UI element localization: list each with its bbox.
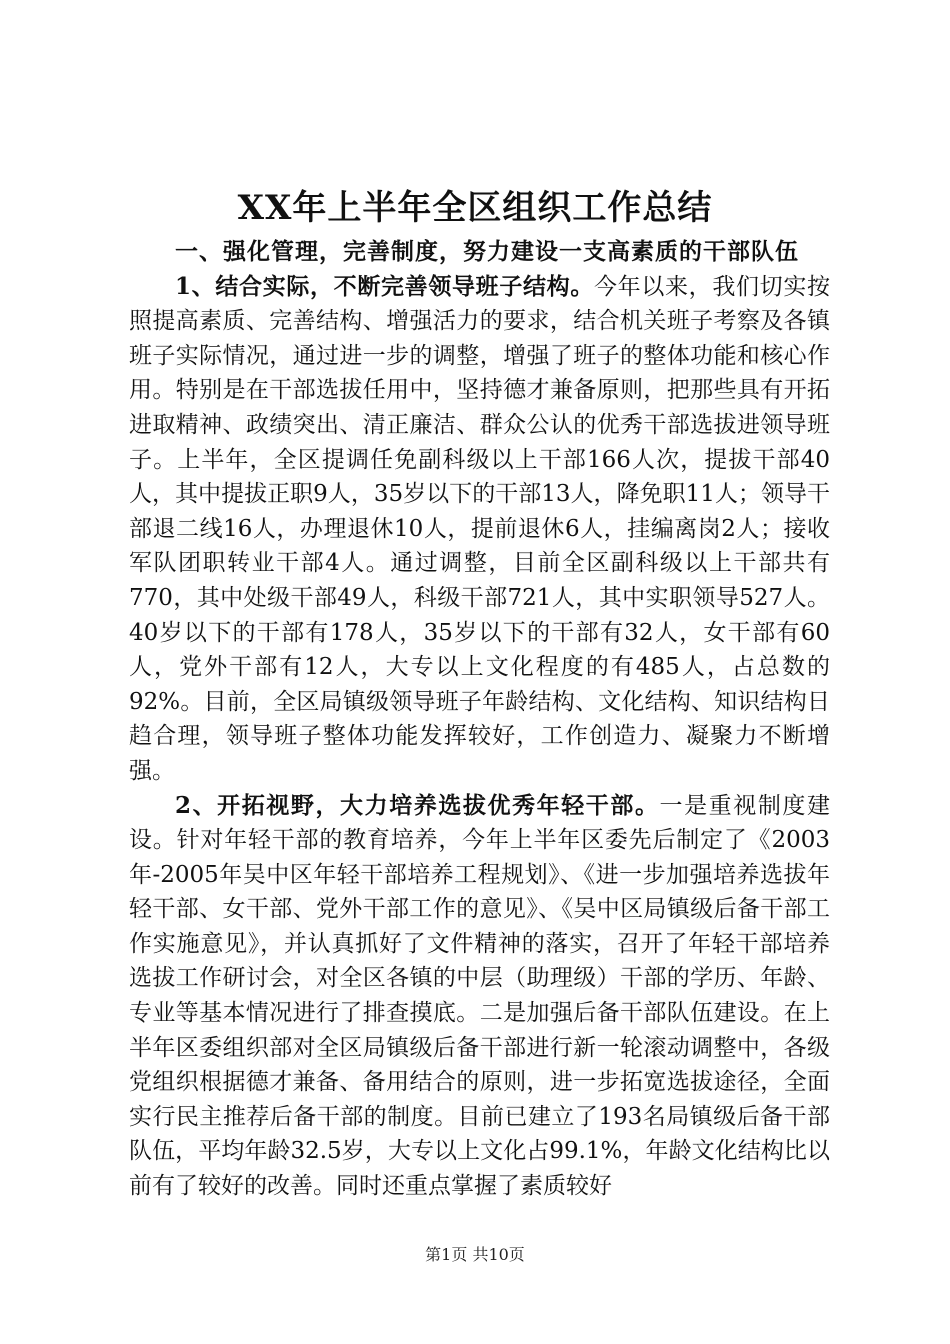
document-body xyxy=(129,235,830,1204)
item-2-heading: 2、开拓视野，大力培养选拔优秀年轻干部。 xyxy=(175,791,660,819)
item-1-text: 今年以来，我们切实按照提高素质、完善结构、增强活力的要求，结合机关班子考察及各镇班子实际情况，通过进一步的调整，增强了班子的整体功能和核心作用。特别是在干部选拔任用中，坚持德才兼备原则，把那些具有开拓进取精神、政绩突出、清正廉洁、群众公认的优秀干部选拔进领导班子。上半年，全区提调任免副科级以上干部166人次，提拔干部40人，其中提拔正职9人，35岁以下的干部13人，降免职11人；领导干部退二线16人，办理退休10人，提前退休6人，挂编离岗2人；接收军队团职转业干部4人。通过调整，目前全区副科级以上干部共有770，其中处级干部49人，科级干部721人，其中实职领导527人。40岁以下的干部有178人，35岁以下的干部有32人，女干部有60人，党外干部有12人，大专以上文化程度的有485人，占总数的92%。目前，全区局镇级领导班子年龄结构、文化结构、知识结构日趋合理，领导班子整体功能发挥较好，工作创造力、凝聚力不断增强。 xyxy=(129,273,830,784)
document-title: XX年上半年全区组织工作总结 xyxy=(237,188,713,228)
paragraph-item-2 xyxy=(129,789,830,1204)
item-1-heading: 1、结合实际，不断完善领导班子结构。 xyxy=(175,272,594,300)
item-2-text: 一是重视制度建设。针对年轻干部的教育培养，今年上半年区委先后制定了《2003年-2005年吴中区年轻干部培养工程规划》、《进一步加强培养选拔年轻干部、女干部、党外干部工作的意见》、《吴中区局镇级后备干部工作实施意见》，并认真抓好了文件精神的落实，召开了年轻干部培养选拔工作研讨会，对全区各镇的中层（助理级）干部的学历、年龄、专业等基本情况进行了排查摸底。二是加强后备干部队伍建设。在上半年区委组织部对全区局镇级后备干部进行新一轮滚动调整中，各级党组织根据德才兼备、备用结合的原则，进一步拓宽选拔途径，全面实行民主推荐后备干部的制度。目前已建立了193名局镇级后备干部队伍，平均年龄32.5岁，大专以上文化占99.1%，年龄文化结构比以前有了较好的改善。同时还重点掌握了素质较好 xyxy=(129,792,830,1200)
section-heading: 一、强化管理，完善制度，努力建设一支高素质的干部队伍 xyxy=(175,238,799,265)
paragraph-item-1 xyxy=(129,270,830,789)
page-footer: 第1页 共10页 xyxy=(425,1245,525,1264)
